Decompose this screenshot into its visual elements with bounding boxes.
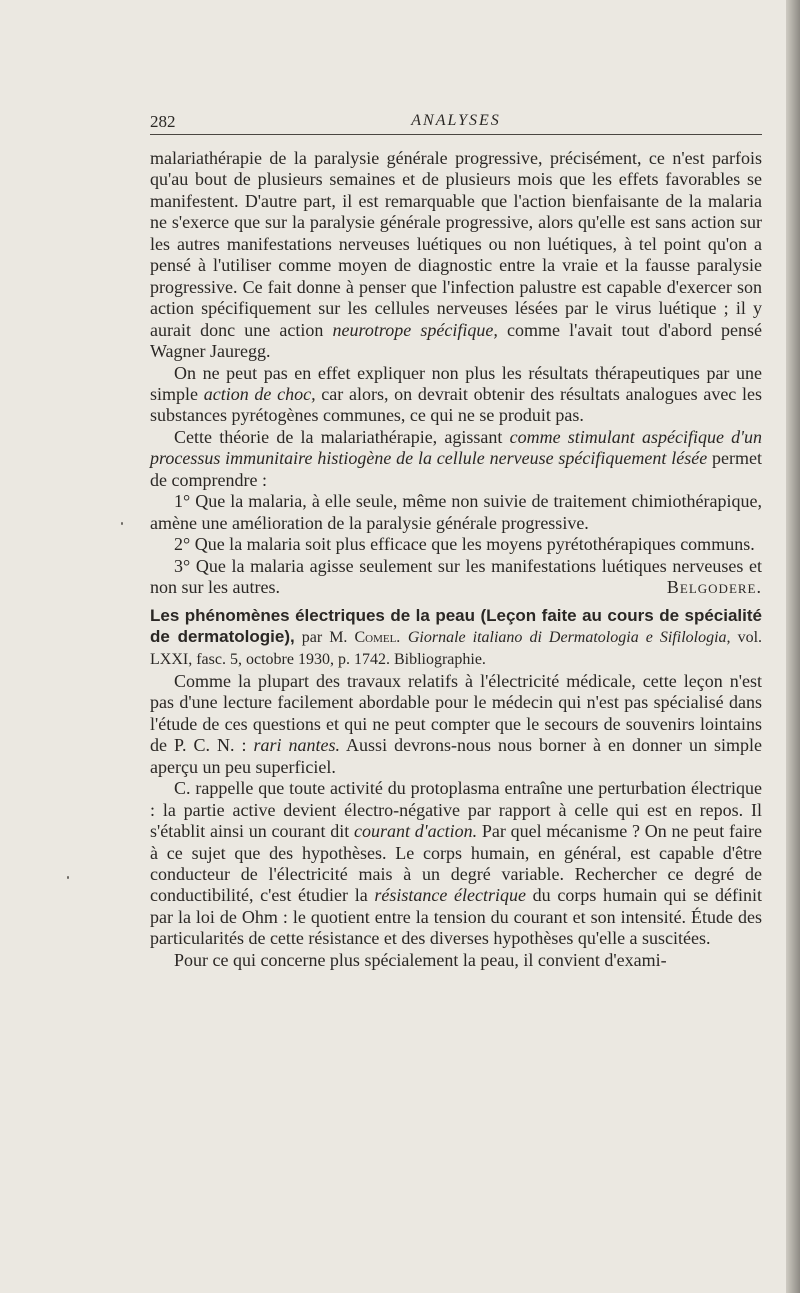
list-item: 3° Que la malaria agisse seulement sur les manifestations luétiques nerveuses et non sur les autres. Belgodere.: [150, 555, 762, 598]
review-heading: Les phénomènes électriques de la peau (Leçon faite au cours de spécialité de dermatologie), par M. Comel. Giornale italiano di Dermatologia e Sifilologia, vol. LXXI, fasc. 5, octobre 1930, p. 1742. Bibliographie.: [150, 605, 763, 669]
paragraph: malariathérapie de la paralysie générale progressive, précisément, ce n'est parfois qu'au bout de plusieurs semaines et de plusieurs mois que les effets favorables se manifestent. D'autre part, il est remarquable que l'action bienfaisante de la malaria ne s'exerce que sur la paralysie générale progressive, alors qu'elle est sans action sur les autres manifestations nerveuses luétiques ou non luétiques, à tel point qu'on a pensé à l'utiliser comme moyen de diagnostic entre la vraie et la fausse paralysie progressive. Ce fait donne à penser que l'infection palustre est capable d'exercer son action spécifiquement sur les cellules nerveuses lésées par le virus luétique ; il y aurait donc une action neurotrope spécifique, comme l'avait tout d'abord pensé Wagner Jauregg.: [150, 148, 762, 362]
paragraph: Pour ce qui concerne plus spécialement la peau, il convient d'exami-: [174, 949, 667, 970]
review-belgodere: [150, 148, 762, 599]
list-item: 2° Que la malaria soit plus efficace que les moyens pyrétothérapiques communs.: [174, 534, 755, 555]
running-head: ANALYSES: [411, 112, 501, 129]
paragraph: Comme la plupart des travaux relatifs à l'électricité médicale, cette leçon n'est pas d'une lecture facilement abordable pour le médecin qui n'est pas spécialisé dans l'étude de ces questions et qui ne peut compter que le secours de souvenirs lointains de P. C. N. : rari nantes. Aussi devrons-nous nous borner à en donner un simple aperçu un peu superficiel.: [150, 670, 763, 777]
paragraph: On ne peut pas en effet expliquer non plus les résultats thérapeutiques par une simple action de choc, car alors, on devrait obtenir des résultats analogues avec les substances pyrétogènes communes, ce qui ne se produit pas.: [150, 362, 762, 426]
margin-speck: [121, 522, 123, 525]
paragraph: C. rappelle que toute activité du protoplasma entraîne une perturbation électrique : la partie active devient électro-négative par rapport à celle qui est en repos. Il s'établit ainsi un courant dit courant d'action. Par quel mécanisme ? On ne peut faire à ce sujet que des hypothèses. Le corps humain, en général, est capable d'être conducteur de l'électricité mais à un degré variable. Rechercher ce degré de conductibilité, c'est étudier la résistance électrique du corps humain qui se définit par la loi de Ohm : le quotient entre la tension du courant et son intensité. Étude des particularités de cette résistance et des diverses hypothèses qu'elle a suscitées.: [150, 778, 762, 949]
paragraph: Cette théorie de la malariathérapie, agissant comme stimulant aspécifique d'un processus immunitaire histiogène de la cellule nerveuse spécifiquement lésée permet de comprendre :: [150, 426, 762, 490]
list-item: 1° Que la malaria, à elle seule, même non suivie de traitement chimiothérapique, amène une amélioration de la paralysie générale progressive.: [150, 491, 762, 533]
citation-details: vol. LXXI, fasc. 5, octobre 1930, p. 1742. Bibliographie.: [150, 628, 763, 669]
page-edge-shadow: [786, 0, 800, 1293]
page-body: [150, 148, 762, 971]
page-header: [150, 112, 762, 135]
author-signature: Belgodere.: [666, 577, 762, 598]
article-title: Les phénomènes électriques de la peau (Leçon faite au cours de spécialité de dermatologie),: [150, 605, 762, 646]
article-author: Comel.: [354, 628, 401, 646]
review-comel: [150, 605, 762, 972]
journal-name: Giornale italiano di Dermatologia e Sifilologia,: [407, 628, 731, 646]
page-number: 282: [150, 112, 176, 131]
margin-speck: [67, 876, 69, 879]
